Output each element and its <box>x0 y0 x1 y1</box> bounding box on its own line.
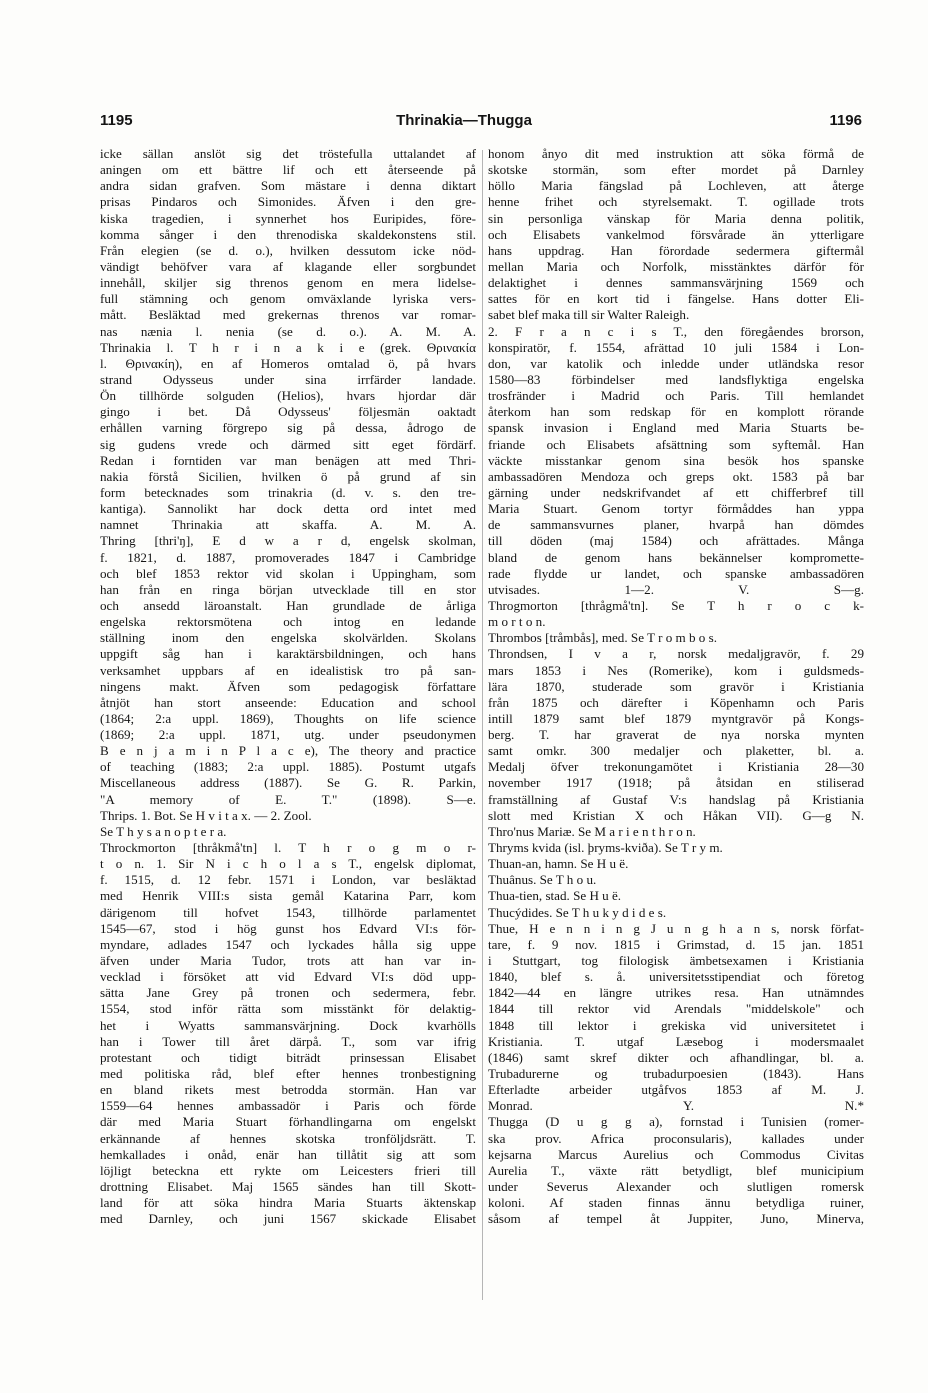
text-line: m o r t o n. <box>488 614 546 630</box>
text-line: löjligt beteckna ett rykte om Leicesters frieri till <box>100 1162 476 1178</box>
text-line: Thring [thri'ŋ], E d w a r d, engelsk skolman, <box>100 533 476 549</box>
text-line: nas nænia l. nenia (se d. o.). A. M. A. <box>100 323 476 339</box>
text-line: spansk invasion i England med Maria Stuarts be- <box>488 420 864 436</box>
text-line: mars 1853 i Nes (Romerike), kom i guldsmeds- <box>488 662 864 678</box>
text-line: Efterladte arbeider utgåfvos 1853 af M. J. <box>488 1082 864 1098</box>
text-line: med Henrik VIII:s sista gemål Katarina Parr, kom <box>100 888 476 904</box>
text-line: slott med Kristian X och Håkan VII). G—g N. <box>488 807 864 823</box>
text-line: honom ånyo dit med instruktion att söka förmå de <box>488 146 864 161</box>
text-line: andra sidan grafven. Som mästare i denna diktart <box>100 178 476 194</box>
text-line: hemkallades i onåd, enär han tillåtit sig att som <box>100 1146 476 1162</box>
text-line: Thugga (D u g g a), fornstad i Tunisien (romer- <box>488 1114 864 1130</box>
text-line: henne frihet och styrelsemakt. T. ogillade trots <box>488 194 864 210</box>
text-line: sattes för en kort tid i fängelse. Hans dotter Eli- <box>488 291 864 307</box>
text-line: sig gudens vrede och därmed sitt eget fördärf. <box>100 436 476 452</box>
text-line: Thrinakia l. T h r i n a k i e (grek. Θρινακία <box>100 339 476 355</box>
text-line: Thrombos [tråmbås], med. Se T r o m b o s. <box>488 630 717 646</box>
text-line: of teaching (1883; 2:a uppl. 1885). Postumt utgafs <box>100 759 476 775</box>
text-line: erhållen varning förgrepo sig på dessa, ådrogo de <box>100 420 476 436</box>
text-line: han från en ringa början utvecklade till en stor <box>100 581 476 597</box>
text-line: mellan Maria och Norfolk, misstänktes därför för <box>488 258 864 274</box>
text-line: och Elisabets vankelmod försvårade än ytterligare <box>488 226 864 242</box>
left-page-number: 1195 <box>100 112 133 129</box>
text-line: därigenom till hofvet 1543, tillhörde parlamentet <box>100 904 476 920</box>
text-line: f. 1821, d. 1887, promoverades 1847 i Cambridge <box>100 549 476 565</box>
text-line: aningen om ett bättre lif och ett återseende på <box>100 162 476 178</box>
text-line: 1545—67, stod i hög gunst hos Edvard VI:s för- <box>100 920 476 936</box>
text-line: Trubadurerne og trubadurpoesien (1843). Hans <box>488 1066 864 1082</box>
text-line: Aurelia T., växte rätt betydligt, blef municipium <box>488 1162 864 1178</box>
text-line: Maria Stuart. Genom tortyr förmåddes han yppa <box>488 501 864 517</box>
text-line: f. 1515, d. 12 febr. 1571 i London, var besläktad <box>100 872 476 888</box>
text-line: och blef 1853 rektor vid skolan i Uppingham, som <box>100 565 476 581</box>
text-line: Thro'nus Mariæ. Se M a r i e n t h r o n. <box>488 823 696 839</box>
text-line: sin personliga vänskap för Maria denna politik, <box>488 210 864 226</box>
text-line: prisas Pindaros och Simonides. Äfven i den gre- <box>100 194 476 210</box>
text-line: strand Odysseus under sina irrfärder landade. <box>100 371 476 387</box>
text-line: framställning af Gustaf V:s handslag på Kristiania <box>488 791 864 807</box>
text-line: sätta Jane Grey på tronen och sedermera, febr. <box>100 985 476 1001</box>
text-line: 1580—83 förbindelser med landsflyktiga engelska <box>488 371 864 387</box>
text-line: åtnjöt han stort anseende: Education and school <box>100 694 476 710</box>
text-line: 1840, blef s. å. universitetsstipendiat och företog <box>488 969 864 985</box>
left-column <box>100 146 476 1227</box>
text-line: myndare, adlades 1547 och lyckades hålla sig uppe <box>100 936 476 952</box>
text-line: från 1875 och därefter i Köpenhamn och Paris <box>488 694 864 710</box>
text-line: uppgift såg han i karaktärsbildningen, och hans <box>100 646 476 662</box>
text-line: berg. T. har graverat de nya norska mynten <box>488 727 864 743</box>
text-line: Monrad. Y. N.* <box>488 1098 864 1114</box>
text-line: het i Wyatts sammansvärjning. Dock kvarhölls <box>100 1017 476 1033</box>
text-line: Medalj öfver trekonungamötet i Kristiania 28—30 <box>488 759 864 775</box>
text-line: 2. F r a n c i s T., den föregåendes brorson, <box>488 323 864 339</box>
text-line: Ön tillhörde solguden (Helios), hvars hjordar där <box>100 388 476 404</box>
text-line: ställning inom den engelska skolvärlden. Skolans <box>100 630 476 646</box>
text-line: gingo i bet. Då Odysseus' följesmän oaktadt <box>100 404 476 420</box>
text-line: med politiska råd, blef efter hennes tronbestigning <box>100 1066 476 1082</box>
text-line: t o n. 1. Sir N i c h o l a s T., engelsk diplomat, <box>100 856 476 872</box>
text-line: Thrips. 1. Bot. Se H v i t a x. — 2. Zool. <box>100 807 312 823</box>
text-line: han i Tower till året därpå. T., som var ifrig <box>100 1033 476 1049</box>
text-line: B e n j a m i n P l a c e), The theory and practice <box>100 743 476 759</box>
text-line: utvisades. 1—2. V. S—g. <box>488 581 864 597</box>
text-line: friande och Elisabets afsättning som syftemål. Han <box>488 436 864 452</box>
text-line: trosfränder i Madrid och Paris. Till hemlandet <box>488 388 864 404</box>
text-line: Thua-tien, stad. Se H u ë. <box>488 888 622 904</box>
text-line: nakia förstå Sicilien, hvilken ö på grund af sin <box>100 468 476 484</box>
text-line: under Severus Alexander och slutligen romersk <box>488 1179 864 1194</box>
text-line: en bland rikets mest betrodda stormän. Han var <box>100 1082 476 1098</box>
text-line: Thue, H e n n i n g J u n g h a n s, norsk förfat- <box>488 920 864 936</box>
text-line: såsom af tempel åt Juppiter, Juno, Minerva, <box>488 1211 864 1227</box>
text-line: Miscellaneous address (1887). Se G. R. Parkin, <box>100 775 476 791</box>
text-line: vändigt behöfver vara af klagande eller sorgbundet <box>100 258 476 274</box>
text-line: (1869; 2:a uppl. 1871, utg. under pseudonymen <box>100 727 476 743</box>
text-line: rade flydde ur landet, och spanske ambassadören <box>488 565 864 581</box>
text-line: icke sällan anslöt sig det tröstefulla uttalandet af <box>100 146 476 161</box>
text-line: "A memory of E. T." (1898). S—e. <box>100 791 476 807</box>
text-line: höllo Maria fängslad på Lochleven, att återge <box>488 178 864 194</box>
text-line: väckte misstankar genom sina besök hos spanske <box>488 452 864 468</box>
text-line: koloni. Af staden finnas ännu betydliga ruiner, <box>488 1195 864 1211</box>
text-line: i Stuttgart, tog filologisk ämbetsexamen i Kristiania <box>488 953 864 969</box>
text-line: 1554, stod inför rätta som misstänkt för delaktig- <box>100 1001 476 1017</box>
text-line: verksamhet uppbars af en idealistisk tro på san- <box>100 662 476 678</box>
text-line: engelska rektorsmötena och intog en ledande <box>100 614 476 630</box>
text-line: don, var katolik och inledde under utländska resor <box>488 355 864 371</box>
text-line: delaktighet i dennes sammansvärjning 1569 och <box>488 275 864 291</box>
text-line: Thuan-an, hamn. Se H u ë. <box>488 856 629 872</box>
text-line: Se T h y s a n o p t e r a. <box>100 823 227 839</box>
text-line: kantiga). Sannolikt har dock detta ord intet med <box>100 501 476 517</box>
text-line: Throckmorton [thråkmå'tn] l. T h r o g m o r- <box>100 840 476 856</box>
column-divider <box>482 150 483 1300</box>
text-line: tare, f. 9 nov. 1815 i Grimstad, d. 15 jan. 1851 <box>488 936 864 952</box>
text-line: Från elegien (se d. o.), hvilken dessutom icke nöd- <box>100 242 476 258</box>
text-line: kiska tragedien, i synnerhet hos Euripides, före- <box>100 210 476 226</box>
text-line: form betecknades som trinakria (d. v. s. den tre- <box>100 484 476 500</box>
text-line: Throgmorton [thrågmå'tn]. Se T h r o c k- <box>488 597 864 613</box>
text-line: 1848 till lektor i grekiska vid universitetet i <box>488 1017 864 1033</box>
text-line: återkom han som redskap för en komplott rörande <box>488 404 864 420</box>
text-line: november 1917 (1918; på åtsidan en stiliserad <box>488 775 864 791</box>
text-line: bland de genom hans bekännelser kompromette- <box>488 549 864 565</box>
right-column <box>488 146 864 1227</box>
text-line: (1846) samt skref dikter och afhandlingar, bl. a. <box>488 1049 864 1065</box>
text-line: full stämning och genom omväxlande lyriska vers- <box>100 291 476 307</box>
text-line: 1559—64 hennes ambassadör i Paris och förde <box>100 1098 476 1114</box>
text-line: komma sånger i den threnodiska skaldekonstens stil. <box>100 226 476 242</box>
text-line: kejsarna Marcus Aurelius och Commodus Civitas <box>488 1146 864 1162</box>
text-line: Thucýdides. Se T h u k y d i d e s. <box>488 904 667 920</box>
text-line: de sammansvurnes planer, hvarpå han dömdes <box>488 517 864 533</box>
text-line: och ansedd läroanstalt. Han grundlade de årliga <box>100 597 476 613</box>
text-line: hans uppdrag. Han förordade sedermera giftermål <box>488 242 864 258</box>
text-line: Thryms kvida (isl. þryms-kviða). Se T r y m. <box>488 840 723 856</box>
text-line: vecklad i försöket att vid Edvard VI:s död upp- <box>100 969 476 985</box>
text-line: (1864; 2:a uppl. 1869), Thoughts on life science <box>100 710 476 726</box>
text-line: sabet blef maka till sir Walter Raleigh. <box>488 307 690 323</box>
text-line: samt omkr. 300 medaljer och plaketter, bl. a. <box>488 743 864 759</box>
text-line: intill 1879 samt blef 1879 myntgravör på Kongs- <box>488 710 864 726</box>
text-line: drottning Elisabet. Maj 1565 sändes han till Skott- <box>100 1179 476 1194</box>
text-line: protestant och tidigt biträdt prinsessan Elisabet <box>100 1049 476 1065</box>
text-line: l. Θρινακίη), en af Homeros omtalad ö, på hvars <box>100 355 476 371</box>
text-line: ambassadören Mendoza och greps okt. 1583 på bar <box>488 468 864 484</box>
right-page-number: 1196 <box>829 112 862 129</box>
text-line: där med Maria Stuart förhandlingarna om engelskt <box>100 1114 476 1130</box>
text-line: erkännande af hennes skotska tronföljdsrätt. T. <box>100 1130 476 1146</box>
text-line: Redan i forntiden var man benägen att med Thri- <box>100 452 476 468</box>
text-line: ska prov. Africa proconsularis), kallades under <box>488 1130 864 1146</box>
running-title: Thrinakia—Thugga <box>396 112 532 129</box>
text-line: Thuânus. Se T h o u. <box>488 872 597 888</box>
text-line: innehåll, skiljer sig threnos genom en mera lidelse- <box>100 275 476 291</box>
text-line: namnet Thrinakia att skaffa. A. M. A. <box>100 517 476 533</box>
text-line: 1842—44 en längre utrikes resa. Han utnämndes <box>488 985 864 1001</box>
text-line: konspiratör, f. 1554, afrättad 10 juli 1584 i Lon- <box>488 339 864 355</box>
text-line: ningens makt. Äfven som pedagogisk författare <box>100 678 476 694</box>
text-line: land för att söka hindra Maria Stuarts äktenskap <box>100 1195 476 1211</box>
text-line: skotske stormän, som efter mordet på Darnley <box>488 162 864 178</box>
text-line: äfven under Maria Tudor, trots att han var in- <box>100 953 476 969</box>
text-line: Throndsen, I v a r, norsk medaljgravör, f. 29 <box>488 646 864 662</box>
text-line: mått. Besläktad med grekernas threnos var romar- <box>100 307 476 323</box>
text-line: gärning under nedskrifvandet af ett chifferbref till <box>488 484 864 500</box>
text-line: med Darnley, och juni 1567 skickade Elisabet <box>100 1211 476 1227</box>
text-line: 1844 till rektor vid Arendals "middelskole" och <box>488 1001 864 1017</box>
text-line: lära 1870, studerade som gravör i Kristiania <box>488 678 864 694</box>
text-line: Kristiania. T. utgaf Læsebog i modersmaalet <box>488 1033 864 1049</box>
text-line: till döden (maj 1584) och afrättades. Många <box>488 533 864 549</box>
